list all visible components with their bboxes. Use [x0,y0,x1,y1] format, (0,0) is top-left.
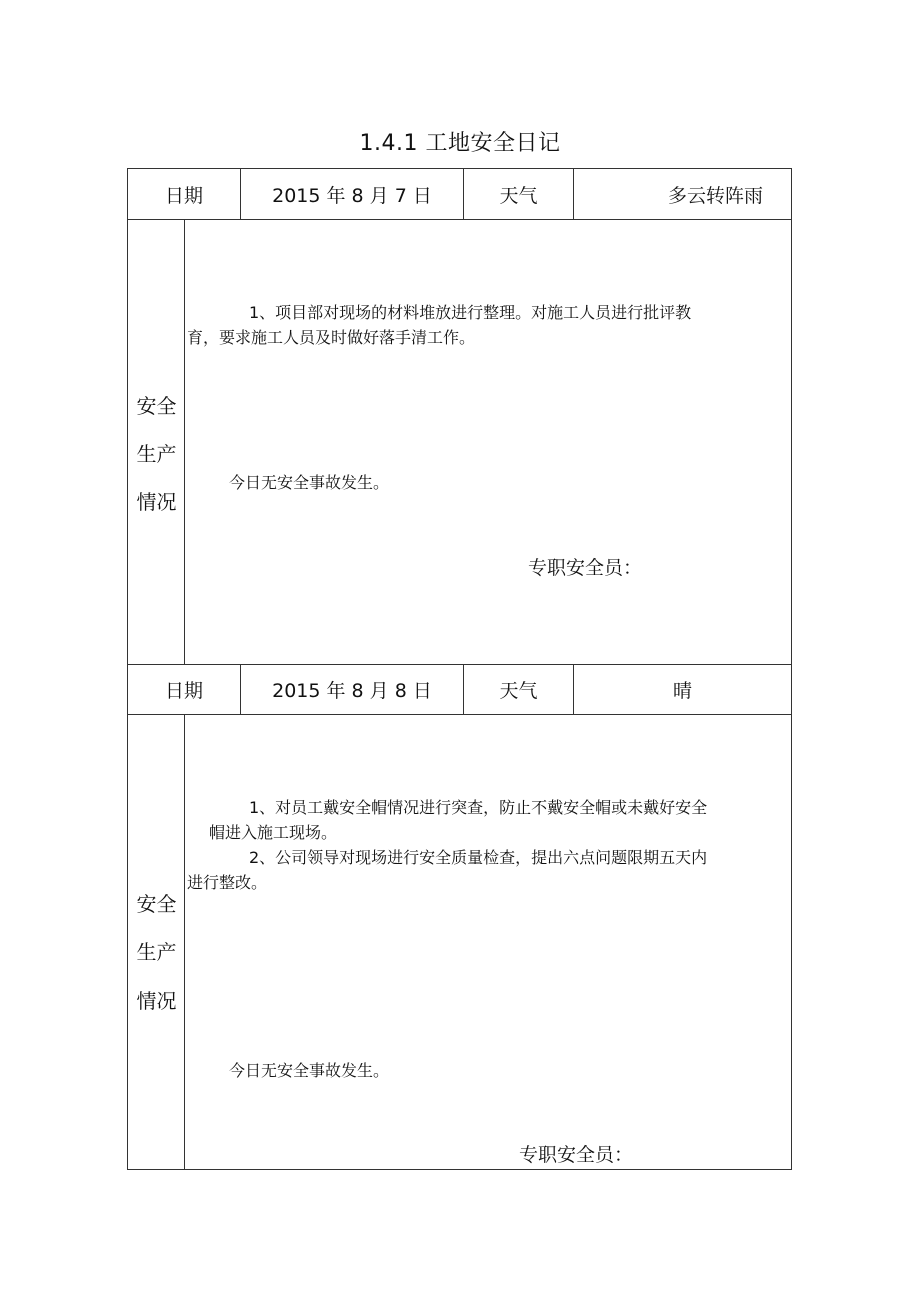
entry-2-header-row [127,665,792,715]
section-label-line: 生产 [136,442,177,466]
section-label-line: 安全 [136,892,177,916]
document-title: 1.4.1 工地安全日记 [359,131,561,156]
date-label: 日期 [128,169,241,219]
entry-2-body-row [127,715,792,1170]
no-accident-text: 今日无安全事故发生。 [229,473,390,492]
weather-label: 天气 [464,169,574,219]
weather-value: 多云转阵雨 [667,184,763,207]
entry-1-body-row [127,220,792,665]
entry-1-header-row [127,169,792,220]
section-content [185,220,791,664]
section-label [128,715,185,1169]
item-text: 1、项目部对现场的材料堆放进行整理。对施工人员进行批评教 [249,303,692,322]
item-text: 2、公司领导对现场进行安全质量检查，提出六点问题限期五天内 [249,848,708,867]
safety-log-table [127,168,792,1170]
signature-label: 专职安全员： [528,557,643,579]
section-label [128,220,185,664]
date-value: 2015 年 8 月 8 日 [241,665,464,714]
item-text: 进行整改。 [187,873,268,892]
weather-value: 晴 [672,680,692,702]
section-content [185,715,791,1169]
section-label-line: 情况 [136,490,177,514]
item-text: 1、对员工戴安全帽情况进行突查，防止不戴安全帽或未戴好安全 [249,798,708,817]
no-accident-text: 今日无安全事故发生。 [229,1061,390,1080]
signature-label: 专职安全员： [519,1144,634,1166]
section-label-line: 情况 [136,989,177,1013]
item-text: 帽进入施工现场。 [209,823,338,842]
date-value: 2015 年 8 月 7 日 [241,169,464,219]
section-label-line: 生产 [136,940,177,964]
weather-label: 天气 [464,665,574,714]
date-label: 日期 [128,665,241,714]
section-label-line: 安全 [136,394,177,418]
item-text: 育，要求施工人员及时做好落手清工作。 [187,328,476,347]
